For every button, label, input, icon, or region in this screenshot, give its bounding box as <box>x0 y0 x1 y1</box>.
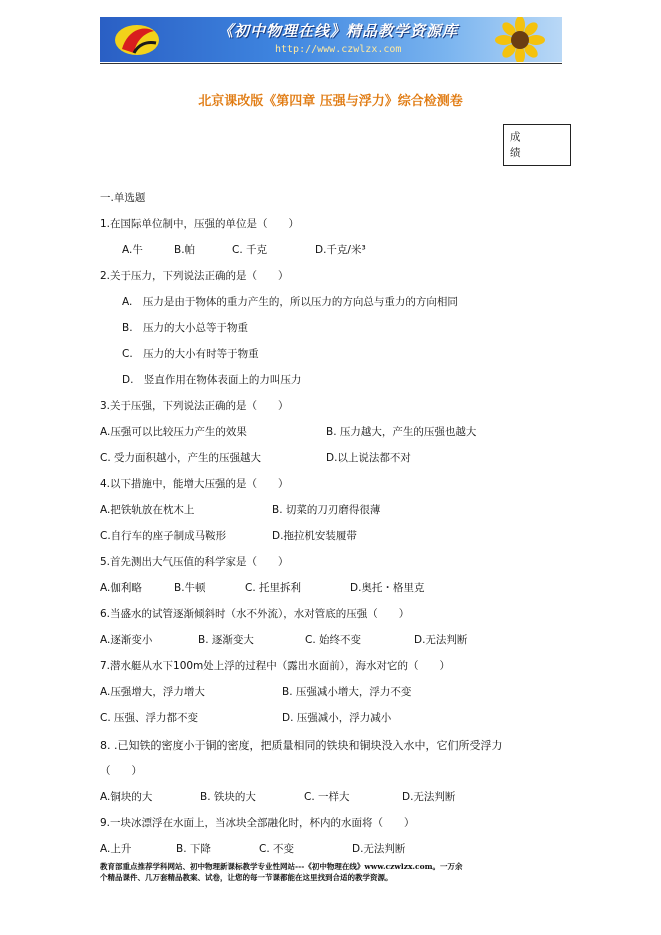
question-5-stem: 5.首先测出大气压值的科学家是（ ） <box>100 556 289 568</box>
score-box <box>503 124 571 166</box>
q2-option-a: A. 压力是由于物体的重力产生的，所以压力的方向总与重力的方向相同 <box>122 296 458 308</box>
banner-url[interactable]: http://www.czwlzx.com <box>275 44 402 55</box>
q3-option-b: B. 压力越大，产生的压强也越大 <box>326 426 477 438</box>
q5-option-b: B.牛顿 <box>174 582 206 594</box>
header-rule <box>100 63 562 64</box>
q3-option-a: A.压强可以比较压力产生的效果 <box>100 426 247 438</box>
q9-option-c: C. 不变 <box>259 843 295 855</box>
q7-option-d: D. 压强减小，浮力减小 <box>282 712 392 724</box>
question-9-stem: 9.一块冰漂浮在水面上，当冰块全部融化时，杯内的水面将（ ） <box>100 817 415 829</box>
q7-option-c: C. 压强、浮力都不变 <box>100 712 199 724</box>
header-banner <box>100 17 562 62</box>
section-heading: 一.单选题 <box>100 192 146 204</box>
question-8-stem-cont: （ ） <box>100 765 142 777</box>
page-footer <box>100 861 570 883</box>
q4-option-b: B. 切菜的刀刃磨得很薄 <box>272 504 381 516</box>
question-3-stem: 3.关于压强，下列说法正确的是（ ） <box>100 400 289 412</box>
question-2-stem: 2.关于压力，下列说法正确的是（ ） <box>100 270 289 282</box>
sunflower-icon <box>484 17 556 62</box>
q1-option-c: C. 千克 <box>232 244 268 256</box>
q9-option-a: A.上升 <box>100 843 132 855</box>
q1-option-d: D.千克/米³ <box>315 244 366 256</box>
q3-option-c: C. 受力面积越小，产生的压强越大 <box>100 452 262 464</box>
q2-option-d: D. 竖直作用在物体表面上的力叫压力 <box>122 374 302 386</box>
q8-option-c: C. 一样大 <box>304 791 350 803</box>
score-label-2: 绩 <box>510 147 521 159</box>
document-title: 北京课改版《第四章 压强与浮力》综合检测卷 <box>198 94 463 109</box>
site-logo <box>114 23 160 57</box>
banner-title: 《初中物理在线》精品教学资源库 <box>218 22 459 40</box>
question-1-stem: 1.在国际单位制中，压强的单位是（ ） <box>100 218 300 230</box>
q1-option-a: A.牛 <box>122 244 143 256</box>
question-6-stem: 6.当盛水的试管逐渐倾斜时（水不外流），水对管底的压强（ ） <box>100 608 410 620</box>
q7-option-b: B. 压强减小增大，浮力不变 <box>282 686 412 698</box>
q6-option-d: D.无法判断 <box>414 634 468 646</box>
q9-option-d: D.无法判断 <box>352 843 406 855</box>
footer-line-2: 个精品课件、几万套精品教案、试卷，让您的每一节课都能在这里找到合适的教学资源。 <box>100 873 393 882</box>
q5-option-d: D.奥托・格里克 <box>350 582 425 594</box>
q6-option-c: C. 始终不变 <box>305 634 362 646</box>
q1-option-b: B.帕 <box>174 244 196 256</box>
q2-option-b: B. 压力的大小总等于物重 <box>122 322 249 334</box>
score-label-1: 成 <box>510 131 521 143</box>
q9-option-b: B. 下降 <box>176 843 211 855</box>
q8-option-b: B. 铁块的大 <box>200 791 256 803</box>
question-8-stem: 8. .已知铁的密度小于铜的密度，把质量相同的铁块和铜块没入水中，它们所受浮力 <box>100 739 503 752</box>
q3-option-d: D.以上说法都不对 <box>326 452 411 464</box>
q7-option-a: A.压强增大，浮力增大 <box>100 686 205 698</box>
q6-option-b: B. 逐渐变大 <box>198 634 254 646</box>
q4-option-d: D.拖拉机安装履带 <box>272 530 357 542</box>
q5-option-c: C. 托里拆利 <box>245 582 302 594</box>
question-4-stem: 4.以下措施中，能增大压强的是（ ） <box>100 478 289 490</box>
q4-option-a: A.把铁轨放在枕木上 <box>100 504 195 516</box>
footer-line-1: 教育部重点推荐学科网站、初中物理新课标教学专业性网站---《初中物理在线》www.czwlzx.com。一万余 <box>100 862 463 871</box>
question-7-stem: 7.潜水艇从水下100m处上浮的过程中（露出水面前），海水对它的（ ） <box>100 660 451 672</box>
q2-option-c: C. 压力的大小有时等于物重 <box>122 348 259 360</box>
q5-option-a: A.伽利略 <box>100 582 142 594</box>
q8-option-d: D.无法判断 <box>402 791 456 803</box>
q6-option-a: A.逐渐变小 <box>100 634 153 646</box>
q4-option-c: C.自行车的座子制成马鞍形 <box>100 530 227 542</box>
q8-option-a: A.铜块的大 <box>100 791 153 803</box>
